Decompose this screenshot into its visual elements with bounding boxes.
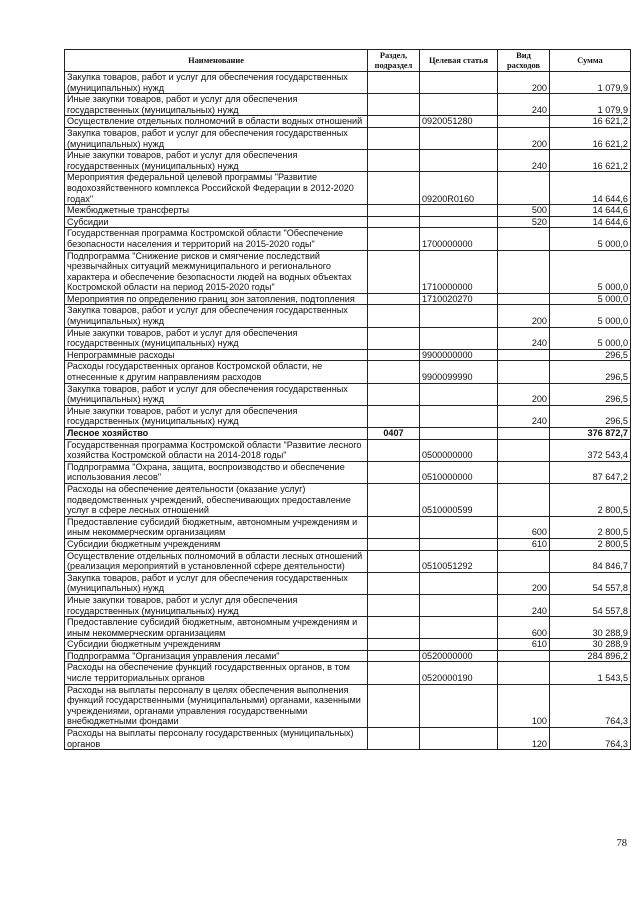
cell-type: 200 bbox=[498, 305, 550, 327]
table-row bbox=[65, 150, 631, 172]
cell-target: 0920051280 bbox=[420, 116, 498, 128]
cell-target: 09200R0160 bbox=[420, 172, 498, 205]
cell-type: 610 bbox=[498, 639, 550, 651]
cell-name: Иные закупки товаров, работ и услуг для обеспечения государственных (муниципальных) нужд bbox=[65, 405, 368, 427]
cell-name: Предоставление субсидий бюджетным, автономным учреждениям и иным некоммерческим организациям bbox=[65, 617, 368, 639]
cell-section bbox=[368, 461, 420, 483]
cell-target bbox=[420, 405, 498, 427]
table-row bbox=[65, 572, 631, 594]
cell-sum: 14 644,6 bbox=[550, 216, 631, 228]
table-row bbox=[65, 327, 631, 349]
cell-section bbox=[368, 650, 420, 662]
cell-sum: 372 543,4 bbox=[550, 439, 631, 461]
table-row bbox=[65, 650, 631, 662]
cell-name: Государственная программа Костромской области "Обеспечение безопасности населения и территорий на 2015-2020 годы" bbox=[65, 228, 368, 250]
cell-type bbox=[498, 250, 550, 293]
cell-sum: 296,5 bbox=[550, 383, 631, 405]
cell-section bbox=[368, 127, 420, 149]
cell-section bbox=[368, 538, 420, 550]
cell-sum: 284 896,2 bbox=[550, 650, 631, 662]
table-row bbox=[65, 617, 631, 639]
cell-target: 9900000000 bbox=[420, 349, 498, 361]
cell-section bbox=[368, 205, 420, 217]
cell-name: Субсидии бюджетным учреждениям bbox=[65, 639, 368, 651]
table-header-row bbox=[65, 50, 631, 72]
table-row bbox=[65, 349, 631, 361]
cell-type bbox=[498, 116, 550, 128]
cell-name: Предоставление субсидий бюджетным, автономным учреждениям и иным некоммерческим организациям bbox=[65, 516, 368, 538]
cell-sum: 87 647,2 bbox=[550, 461, 631, 483]
cell-sum: 16 621,2 bbox=[550, 127, 631, 149]
cell-name: Осуществление отдельных полномочий в области водных отношений bbox=[65, 116, 368, 128]
cell-section bbox=[368, 684, 420, 727]
cell-section bbox=[368, 216, 420, 228]
cell-type bbox=[498, 483, 550, 516]
cell-sum: 54 557,8 bbox=[550, 594, 631, 616]
cell-name: Межбюджетные трансферты bbox=[65, 205, 368, 217]
table-row bbox=[65, 594, 631, 616]
table-row bbox=[65, 216, 631, 228]
table-row bbox=[65, 116, 631, 128]
cell-name: Мероприятия федеральной целевой программы "Развитие водохозяйственного комплекса Российской Федерации в 2012-2020 годах" bbox=[65, 172, 368, 205]
cell-section bbox=[368, 728, 420, 750]
cell-type bbox=[498, 293, 550, 305]
cell-section bbox=[368, 516, 420, 538]
cell-target bbox=[420, 327, 498, 349]
cell-target: 0500000000 bbox=[420, 439, 498, 461]
table-row bbox=[65, 550, 631, 572]
cell-section bbox=[368, 483, 420, 516]
cell-section bbox=[368, 228, 420, 250]
cell-type: 120 bbox=[498, 728, 550, 750]
cell-target bbox=[420, 205, 498, 217]
cell-name: Подпрограмма "Охрана, защита, воспроизводство и обеспечение использования лесов" bbox=[65, 461, 368, 483]
table-row bbox=[65, 305, 631, 327]
cell-type bbox=[498, 228, 550, 250]
cell-target bbox=[420, 94, 498, 116]
cell-sum: 5 000,0 bbox=[550, 228, 631, 250]
table-row bbox=[65, 383, 631, 405]
cell-type: 200 bbox=[498, 127, 550, 149]
cell-sum: 376 872,7 bbox=[550, 428, 631, 440]
cell-type: 600 bbox=[498, 516, 550, 538]
cell-section bbox=[368, 305, 420, 327]
cell-name: Осуществление отдельных полномочий в области лесных отношений (реализация мероприятий в установленной сфере деятельности) bbox=[65, 550, 368, 572]
cell-name: Расходы на выплаты персоналу в целях обеспечения выполнения функций государственными (муниципальными) органами, казенными учреждениями, органами управления государственными внебюджетными фондами bbox=[65, 684, 368, 727]
table-row bbox=[65, 172, 631, 205]
cell-sum: 764,3 bbox=[550, 684, 631, 727]
header-sum: Сумма bbox=[550, 50, 631, 72]
cell-section bbox=[368, 361, 420, 383]
cell-name: Закупка товаров, работ и услуг для обеспечения государственных (муниципальных) нужд bbox=[65, 305, 368, 327]
cell-section bbox=[368, 72, 420, 94]
cell-type: 200 bbox=[498, 572, 550, 594]
cell-name: Подпрограмма "Снижение рисков и смягчение последствий чрезвычайных ситуаций межмуниципального и регионального характера и обеспечение безопасности людей на водных объектах Костромской области на период 2015-2020 годы" bbox=[65, 250, 368, 293]
cell-type: 600 bbox=[498, 617, 550, 639]
table-row bbox=[65, 684, 631, 727]
cell-sum: 30 288,9 bbox=[550, 639, 631, 651]
cell-name: Непрограммные расходы bbox=[65, 349, 368, 361]
cell-sum: 764,3 bbox=[550, 728, 631, 750]
cell-name: Субсидии бюджетным учреждениям bbox=[65, 538, 368, 550]
cell-target: 0520000000 bbox=[420, 650, 498, 662]
table-row bbox=[65, 538, 631, 550]
cell-sum: 1 543,5 bbox=[550, 662, 631, 684]
cell-section bbox=[368, 250, 420, 293]
table-row bbox=[65, 428, 631, 440]
cell-target bbox=[420, 617, 498, 639]
cell-sum: 84 846,7 bbox=[550, 550, 631, 572]
cell-target: 0510000599 bbox=[420, 483, 498, 516]
header-name: Наименование bbox=[65, 50, 368, 72]
table-row bbox=[65, 205, 631, 217]
table-row bbox=[65, 361, 631, 383]
cell-target bbox=[420, 305, 498, 327]
cell-type: 100 bbox=[498, 684, 550, 727]
cell-section bbox=[368, 327, 420, 349]
cell-type bbox=[498, 550, 550, 572]
cell-name: Подпрограмма "Организация управления лесами" bbox=[65, 650, 368, 662]
table-row bbox=[65, 250, 631, 293]
cell-type: 200 bbox=[498, 383, 550, 405]
table-row bbox=[65, 639, 631, 651]
table-row bbox=[65, 483, 631, 516]
header-target: Целевая статья bbox=[420, 50, 498, 72]
cell-target: 1710000000 bbox=[420, 250, 498, 293]
cell-type bbox=[498, 650, 550, 662]
table-row bbox=[65, 516, 631, 538]
cell-name: Иные закупки товаров, работ и услуг для обеспечения государственных (муниципальных) нужд bbox=[65, 594, 368, 616]
cell-target bbox=[420, 728, 498, 750]
cell-sum: 16 621,2 bbox=[550, 150, 631, 172]
cell-target: 0510000000 bbox=[420, 461, 498, 483]
cell-target bbox=[420, 383, 498, 405]
cell-type: 240 bbox=[498, 150, 550, 172]
cell-type bbox=[498, 662, 550, 684]
cell-target bbox=[420, 127, 498, 149]
cell-target bbox=[420, 216, 498, 228]
cell-name: Субсидии bbox=[65, 216, 368, 228]
table-row bbox=[65, 461, 631, 483]
cell-section bbox=[368, 550, 420, 572]
cell-type: 240 bbox=[498, 594, 550, 616]
cell-name: Расходы на выплаты персоналу государственных (муниципальных) органов bbox=[65, 728, 368, 750]
cell-target: 1710020270 bbox=[420, 293, 498, 305]
cell-type: 200 bbox=[498, 72, 550, 94]
cell-sum: 1 079,9 bbox=[550, 72, 631, 94]
cell-sum: 296,5 bbox=[550, 405, 631, 427]
cell-name: Лесное хозяйство bbox=[65, 428, 368, 440]
cell-sum: 296,5 bbox=[550, 361, 631, 383]
cell-name: Расходы государственных органов Костромской области, не отнесенные к другим направлениям расходов bbox=[65, 361, 368, 383]
cell-section bbox=[368, 594, 420, 616]
cell-section bbox=[368, 439, 420, 461]
cell-sum: 54 557,8 bbox=[550, 572, 631, 594]
cell-target: 1700000000 bbox=[420, 228, 498, 250]
cell-target bbox=[420, 428, 498, 440]
cell-section bbox=[368, 116, 420, 128]
cell-target bbox=[420, 572, 498, 594]
cell-name: Мероприятия по определению границ зон затопления, подтопления bbox=[65, 293, 368, 305]
cell-type: 240 bbox=[498, 94, 550, 116]
cell-target bbox=[420, 516, 498, 538]
table-row bbox=[65, 72, 631, 94]
cell-sum: 2 800,5 bbox=[550, 483, 631, 516]
cell-section bbox=[368, 172, 420, 205]
cell-section bbox=[368, 150, 420, 172]
table-row bbox=[65, 728, 631, 750]
cell-name: Иные закупки товаров, работ и услуг для обеспечения государственных (муниципальных) нужд bbox=[65, 327, 368, 349]
cell-target bbox=[420, 639, 498, 651]
header-type: Вид расходов bbox=[498, 50, 550, 72]
cell-name: Расходы на обеспечение деятельности (оказание услуг) подведомственных учреждений, обеспечивающих предоставление услуг в сфере лесных отношений bbox=[65, 483, 368, 516]
cell-section bbox=[368, 349, 420, 361]
table-row bbox=[65, 94, 631, 116]
cell-type bbox=[498, 439, 550, 461]
cell-section bbox=[368, 94, 420, 116]
cell-sum: 14 644,6 bbox=[550, 172, 631, 205]
cell-name: Иные закупки товаров, работ и услуг для обеспечения государственных (муниципальных) нужд bbox=[65, 150, 368, 172]
page-number: 78 bbox=[616, 838, 627, 849]
cell-section bbox=[368, 662, 420, 684]
cell-target bbox=[420, 538, 498, 550]
cell-section bbox=[368, 405, 420, 427]
cell-sum: 2 800,5 bbox=[550, 516, 631, 538]
cell-sum: 1 079,9 bbox=[550, 94, 631, 116]
cell-sum: 5 000,0 bbox=[550, 293, 631, 305]
cell-type bbox=[498, 349, 550, 361]
table-row bbox=[65, 293, 631, 305]
cell-sum: 296,5 bbox=[550, 349, 631, 361]
cell-type: 500 bbox=[498, 205, 550, 217]
cell-sum: 14 644,6 bbox=[550, 205, 631, 217]
cell-target: 0520000190 bbox=[420, 662, 498, 684]
cell-sum: 2 800,5 bbox=[550, 538, 631, 550]
cell-target bbox=[420, 684, 498, 727]
table-row bbox=[65, 439, 631, 461]
cell-section: 0407 bbox=[368, 428, 420, 440]
cell-type: 240 bbox=[498, 405, 550, 427]
cell-name: Иные закупки товаров, работ и услуг для обеспечения государственных (муниципальных) нужд bbox=[65, 94, 368, 116]
cell-sum: 5 000,0 bbox=[550, 327, 631, 349]
cell-sum: 16 621,2 bbox=[550, 116, 631, 128]
cell-sum: 30 288,9 bbox=[550, 617, 631, 639]
table-row bbox=[65, 662, 631, 684]
cell-sum: 5 000,0 bbox=[550, 305, 631, 327]
cell-type: 240 bbox=[498, 327, 550, 349]
cell-section bbox=[368, 572, 420, 594]
cell-type bbox=[498, 172, 550, 205]
cell-type bbox=[498, 361, 550, 383]
cell-name: Закупка товаров, работ и услуг для обеспечения государственных (муниципальных) нужд bbox=[65, 572, 368, 594]
table-body bbox=[65, 72, 631, 750]
cell-section bbox=[368, 617, 420, 639]
cell-target: 9900099990 bbox=[420, 361, 498, 383]
cell-name: Закупка товаров, работ и услуг для обеспечения государственных (муниципальных) нужд bbox=[65, 72, 368, 94]
cell-target bbox=[420, 150, 498, 172]
cell-section bbox=[368, 383, 420, 405]
cell-target bbox=[420, 594, 498, 616]
header-section: Раздел, подраздел bbox=[368, 50, 420, 72]
cell-type: 610 bbox=[498, 538, 550, 550]
cell-sum: 5 000,0 bbox=[550, 250, 631, 293]
table-row bbox=[65, 127, 631, 149]
cell-name: Закупка товаров, работ и услуг для обеспечения государственных (муниципальных) нужд bbox=[65, 383, 368, 405]
table-row bbox=[65, 405, 631, 427]
cell-target: 0510051292 bbox=[420, 550, 498, 572]
cell-target bbox=[420, 72, 498, 94]
cell-type: 520 bbox=[498, 216, 550, 228]
table-row bbox=[65, 228, 631, 250]
cell-name: Расходы на обеспечение функций государственных органов, в том числе территориальных органов bbox=[65, 662, 368, 684]
cell-name: Государственная программа Костромской области "Развитие лесного хозяйства Костромской области на 2014-2018 годы" bbox=[65, 439, 368, 461]
budget-table bbox=[64, 49, 631, 750]
cell-type bbox=[498, 461, 550, 483]
cell-section bbox=[368, 639, 420, 651]
cell-type bbox=[498, 428, 550, 440]
cell-section bbox=[368, 293, 420, 305]
cell-name: Закупка товаров, работ и услуг для обеспечения государственных (муниципальных) нужд bbox=[65, 127, 368, 149]
